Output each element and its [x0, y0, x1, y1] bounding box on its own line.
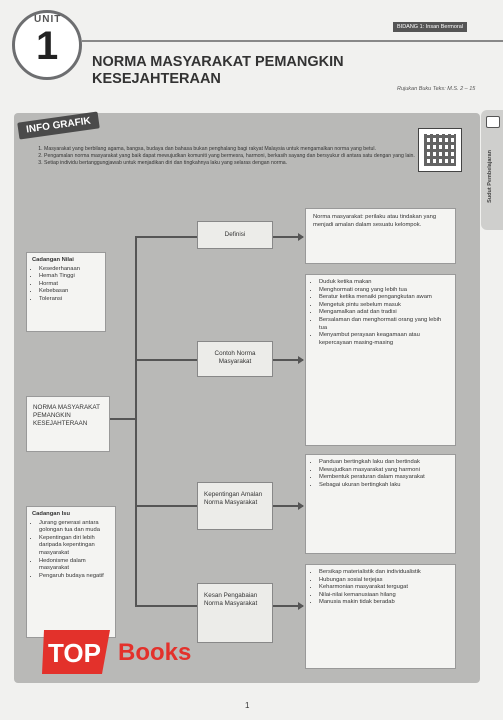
cadangan-isu-heading: Cadangan Isu: [32, 511, 71, 517]
contoh-item: • Mengetuk pintu sebelum masuk: [319, 302, 449, 310]
arrow-icon: [298, 602, 304, 610]
info-grafik-badge: INFO GRAFIK: [17, 111, 100, 139]
contoh-norma-detail-box: [305, 274, 456, 446]
connector: [110, 418, 136, 420]
contoh-item: • Menyambut perayaan keagamaan atau kepercayaan masing-masing: [319, 332, 449, 347]
logo-top-text: TOP: [48, 638, 101, 668]
connector: [135, 359, 197, 361]
arrow-icon: [298, 502, 304, 510]
nilai-item: • Toleransi: [39, 296, 100, 304]
nilai-item: • Hormat: [39, 281, 100, 289]
bidang-label: BIDANG 1: Insan Bermoral: [393, 22, 467, 32]
kepentingan-item: • Sebagai ukuran bertingkah laku: [319, 482, 449, 490]
intro-points: [36, 146, 419, 168]
unit-label: UNIT: [34, 14, 62, 25]
page-number: 1: [245, 701, 250, 710]
branch-label: Contoh Norma Masyarakat: [214, 350, 256, 365]
contoh-item: • Bersalaman dan menghormati orang yang lebih tua: [319, 317, 449, 332]
arrow-icon: [298, 233, 304, 241]
logo-books-text: Books: [118, 639, 192, 666]
isu-item: • Jurang generasi antara golongan tua dan muda: [39, 520, 110, 535]
definisi-text: Norma masyarakat: perilaku atau tindakan yang menjadi amalan dalam sesuatu kelompok.: [313, 214, 437, 228]
kepentingan-item: • Panduan bertingkah laku dan bertindak: [319, 459, 449, 467]
kepentingan-detail-box: [305, 454, 456, 554]
kesan-item: • Bersikap materialistik dan individualistik: [319, 569, 449, 577]
branch-label: Definisi: [224, 231, 246, 238]
isu-item: • Hedonisme dalam masyarakat: [39, 558, 110, 573]
kepentingan-item: • Membentuk peraturan dalam masyarakat: [319, 474, 449, 482]
connector: [135, 236, 137, 606]
connector: [135, 505, 197, 507]
contoh-item: • Beratur ketika menaiki pengangkutan awam: [319, 294, 449, 302]
title-line-1: NORMA MASYARAKAT PEMANGKIN: [92, 54, 344, 70]
side-tab-label: Sudut Pembelajaran: [487, 150, 493, 203]
header-divider: [82, 40, 503, 42]
isu-item: • Pengaruh budaya negatif: [39, 573, 110, 581]
page-title: [92, 54, 344, 88]
intro-point: 1. Masyarakat yang berbilang agama, bangsa, budaya dan bahasa bukan penghalang bagi rakyat Malaysia untuk mengamalkan norma yang betul.: [44, 146, 419, 153]
kepentingan-item: • Mewujudkan masyarakat yang harmoni: [319, 467, 449, 475]
unit-number: 1: [36, 24, 59, 68]
nilai-item: • Kesederhanaan: [39, 266, 100, 274]
contoh-item: • Menghormati orang yang lebih tua: [319, 287, 449, 295]
connector: [135, 236, 197, 238]
branch-kepentingan: [197, 482, 273, 530]
textbook-reference: Rujukan Buku Teks: M.S. 2 – 15: [397, 86, 476, 92]
title-line-2: KESEJAHTERAAN: [92, 71, 221, 87]
branch-label: Kepentingan Amalan Norma Masyarakat: [204, 491, 263, 506]
topbooks-logo: [40, 620, 225, 680]
kesan-detail-box: [305, 564, 456, 669]
branch-definisi: [197, 221, 273, 249]
center-concept-box: [26, 396, 110, 452]
branch-contoh-norma: [197, 341, 273, 377]
contoh-item: • Duduk ketika makan: [319, 279, 449, 287]
cadangan-nilai-box: [26, 252, 106, 332]
connector: [135, 605, 197, 607]
cadangan-nilai-heading: Cadangan Nilai: [32, 257, 74, 263]
cadangan-isu-box: [26, 506, 116, 638]
definisi-detail-box: [305, 208, 456, 264]
note-icon: [486, 116, 500, 128]
contoh-item: • Mengamalkan adat dan tradisi: [319, 309, 449, 317]
kesan-item: • Nilai-nilai kemanusiaan hilang: [319, 592, 449, 600]
branch-label: Kesan Pengabaian Norma Masyarakat: [204, 592, 258, 607]
kesan-item: • Manusia makin tidak beradab: [319, 599, 449, 607]
arrow-icon: [298, 356, 304, 364]
intro-point: 2. Pengamalan norma masyarakat yang baik dapat mewujudkan komuniti yang bermesra, harmoni, berkasih sayang dan bersyukur di antara satu dengan yang lain.: [44, 153, 419, 160]
isu-item: • Kepentingan diri lebih daripada kepentingan masyarakat: [39, 535, 110, 558]
nilai-item: • Hemah Tinggi: [39, 273, 100, 281]
nilai-item: • Kebebasan: [39, 288, 100, 296]
intro-point: 3. Setiap individu bertanggungjawab untuk menjadikan diri dan tingkahnya laku yang selaras dengan norma.: [44, 160, 419, 167]
center-concept-label: NORMA MASYARAKAT PEMANGKIN KESEJAHTERAAN: [33, 404, 100, 427]
qr-code-icon: [418, 128, 462, 172]
kesan-item: • Keharmonian masyarakat tergugat: [319, 584, 449, 592]
kesan-item: • Hubungan sosial terjejas: [319, 577, 449, 585]
